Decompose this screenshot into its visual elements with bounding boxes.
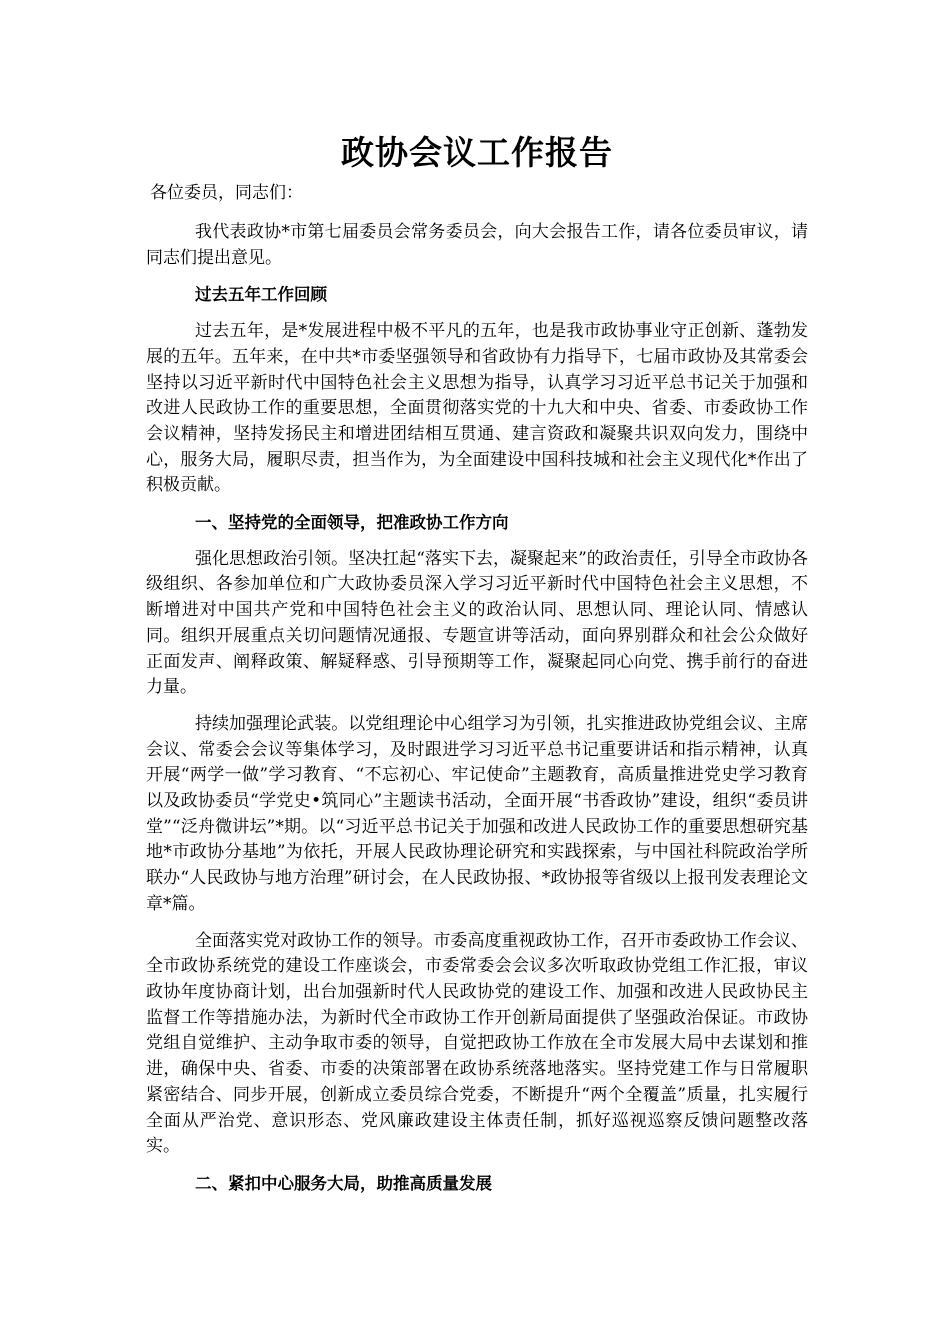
intro-paragraph: 我代表政协*市第七届委员会常务委员会，向大会报告工作，请各位委员审议，请同志们提出意见。 [146, 222, 808, 268]
section1-paragraph-1: 强化思想政治引领。坚决扛起“落实下去，凝聚起来”的政治责任，引导全市政协各级组织、各参加单位和广大政协委员深入学习习近平新时代中国特色社会主义思想，不断增进对中国共产党和中国特色社会主义的政治认同、思想认同、理论认同、情感认同。组织开展重点关切问题情况通报、专题宣讲等活动，面向界别群众和社会公众做好正面发声、阐释政策、解疑释惑、引导预期等工作，凝聚起同心向党、携手前行的奋进力量。 [146, 548, 808, 698]
section1-paragraph-3: 全面落实党对政协工作的领导。市委高度重视政协工作，召开市委政协工作会议、全市政协系统党的建设工作座谈会，市委常委会会议多次听取政协党组工作汇报，审议政协年度协商计划，出台加强新时代人民政协党的建设工作、加强和改进人民政协民主监督工作等措施办法，为新时代全市政协工作开创新局面提供了坚强政治保证。市政协党组自觉维护、主动争取市委的领导，自觉把政协工作放在全市发展大局中去谋划和推进，确保中央、省委、市委的决策部署在政协系统落地落实。坚持党建工作与日常履职紧密结合、同步开展，创新成立委员综合党委，不断提升“两个全覆盖”质量，扎实履行全面从严治党、意识形态、党风廉政建设主体责任制，抓好巡视巡察反馈问题整改落实。 [146, 930, 808, 1157]
section1-paragraph-2: 持续加强理论武装。以党组理论中心组学习为引领，扎实推进政协党组会议、主席会议、常委会会议等集体学习，及时跟进学习习近平总书记重要讲话和指示精神，认真开展“两学一做”学习教育、“不忘初心、牢记使命”主题教育，高质量推进党史学习教育以及政协委员“学党史•筑同心”主题读书活动，全面开展“书香政协”建设，组织“委员讲堂”“泛舟微讲坛”*期。以“习近平总书记关于加强和改进人民政协工作的重要思想研究基地*市政协分基地”为依托，开展人民政协理论研究和实践探索，与中国社科院政治学所联办“人民政协与地方治理”研讨会，在人民政协报、*政协报等省级以上报刊发表理论文章*篇。 [146, 713, 808, 914]
document-page [146, 128, 808, 1208]
section2-heading: 二、紧扣中心服务大局，助推高质量发展 [195, 1173, 492, 1193]
document-title: 政协会议工作报告 [341, 133, 613, 172]
salutation: 各位委员，同志们： [150, 183, 303, 203]
review-paragraph: 过去五年，是*发展进程中极不平凡的五年，也是我市政协事业守正创新、蓬勃发展的五年。五年来，在中共*市委坚强领导和省政协有力指导下，七届市政协及其常委会坚持以习近平新时代中国特色社会主义思想为指导，认真学习习近平总书记关于加强和改进人民政协工作的重要思想，全面贯彻落实党的十九大和中央、省委、市委政协工作会议精神，坚持发扬民主和增进团结相互贯通、建言资政和凝聚共识双向发力，围绕中心，服务大局，履职尽责，担当作为，为全面建设中国科技城和社会主义现代化*作出了积极贡献。 [146, 321, 808, 496]
section1-heading: 一、坚持党的全面领导，把准政协工作方向 [195, 513, 509, 533]
section-review-heading: 过去五年工作回顾 [195, 285, 327, 305]
